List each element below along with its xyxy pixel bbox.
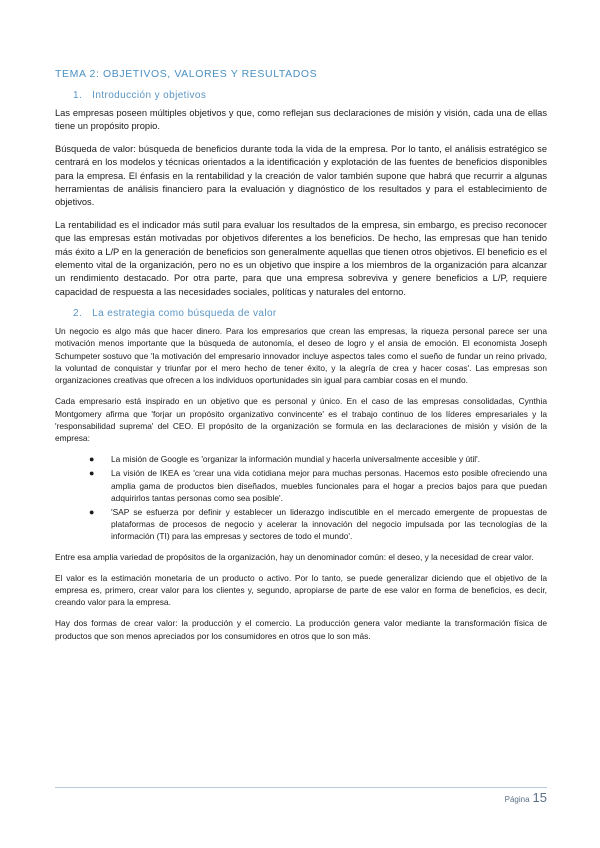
page-footer (480, 790, 547, 805)
page-number: 15 (532, 790, 547, 805)
list-item-text: 'SAP se esfuerza por definir y establecer un liderazgo indiscutible en el mercado emergente de propuestas de plataformas de procesos de negocio y acelerar la innovación del negocio impulsada por las tecnologías de la información (TI) para las empresas y sectores de todo el mundo'. (111, 506, 547, 542)
list-item-text: La visión de IKEA es 'crear una vida cotidiana mejor para muchas personas. Hacemos esto posible ofreciendo una amplia gama de productos bien diseñados, muebles funcionales para el hogar a precios bajos para que puedan adquirirlos tantas personas como sea posible'. (111, 468, 547, 503)
paragraph: Hay dos formas de crear valor: la producción y el comercio. La producción genera valor mediante la transformación física de productos que son menos apreciados por los consumidores en otros que lo son más. (55, 618, 547, 641)
paragraph: El valor es la estimación monetaria de un producto o activo. Por lo tanto, se puede generalizar diciendo que el objetivo de la empresa es, primero, crear valor para los clientes y, segundo, apropiarse de parte de ese valor en forma de beneficios, es decir, creando valor para la empresa. (55, 572, 547, 608)
list-item (89, 506, 547, 543)
page-content (55, 68, 547, 651)
list-item (89, 467, 547, 504)
section-number: 2. (73, 308, 83, 320)
list-item-text: La misión de Google es 'organizar la información mundial y hacerla universalmente accesible y útil'. (111, 454, 481, 465)
bullet-icon: ● (89, 454, 95, 465)
paragraph: Las empresas poseen múltiples objetivos y que, como reflejan sus declaraciones de misión y visión, cada una de ellas tiene un propósito propio. (55, 108, 547, 132)
footer-divider (55, 787, 547, 788)
section-heading-2 (73, 308, 547, 319)
chapter-title: TEMA 2: OBJETIVOS, VALORES Y RESULTADOS (55, 68, 318, 80)
paragraph: La rentabilidad es el indicador más sutil para evaluar los resultados de la empresa, sin embargo, es preciso reconocer que las empresas están motivadas por objetivos diferentes a los beneficios. De hecho, las empresas que han tenido más éxito a L/P en la generación de beneficios son generalmente aquellas que tienen otros objetivos. El beneficio es el elemento vital de la organización, pero no es un objetivo que inspire a los miembros de la organización para alcanzar un rendimiento destacado. Por otra parte, para que una empresa sobreviva y genere beneficios a L/P, requiere capacidad de respuesta a las necesidades sociales, políticas y naturales del entorno. (55, 219, 547, 297)
list-item (89, 453, 547, 465)
bullet-list (55, 453, 547, 542)
section-title: Introducción y objetivos (92, 90, 207, 101)
paragraph: Cada empresario está inspirado en un objetivo que es personal y único. En el caso de las empresas consolidadas, Cynthia Montgomery afirma que 'forjar un propósito organizativo convincente' es el trabajo continuo de los líderes empresariales y la 'responsabilidad suprema' del CEO. El propósito de la organización se formula en las declaraciones de misión y visión de la empresa: (55, 396, 547, 443)
paragraph: Un negocio es algo más que hacer dinero. Para los empresarios que crean las empresas, la riqueza personal parece ser una motivación menos importante que la búsqueda de autonomía, el deseo de logro y el ansia de emoción. El economista Joseph Schumpeter sostuvo que 'la motivación del empresario innovador incluye aspectos tales como el sueño de fundar un reino privado, la voluntad de conquistar y triunfar por el mero hecho de tener éxito, y la alegría de crea y hacer cosas'. Las empresas son organizaciones creativas que ofrecen a los individuos oportunidades sin igual para cambiar cosas en el mundo. (55, 326, 547, 386)
section-heading-1 (73, 90, 547, 101)
bullet-icon: ● (89, 468, 95, 479)
bullet-icon: ● (89, 506, 95, 517)
paragraph: Búsqueda de valor: búsqueda de beneficios durante toda la vida de la empresa. Por lo tanto, el análisis estratégico se centrará en los modelos y técnicas orientados a la identificación y explotación de las fuentes de beneficios disponibles para la empresa. El énfasis en la rentabilidad y la creación de valor también supone que habrá que recurrir a algunas herramientas de análisis financiero para la evaluación y diagnóstico de los resultados y para el establecimiento de objetivos. (55, 143, 547, 208)
section-number: 1. (73, 90, 83, 101)
page-label: Página (504, 795, 530, 804)
section-title: La estrategia como búsqueda de valor (92, 308, 277, 320)
paragraph: Entre esa amplia variedad de propósitos de la organización, hay un denominador común: el deseo, y la necesidad de crear valor. (55, 551, 534, 562)
